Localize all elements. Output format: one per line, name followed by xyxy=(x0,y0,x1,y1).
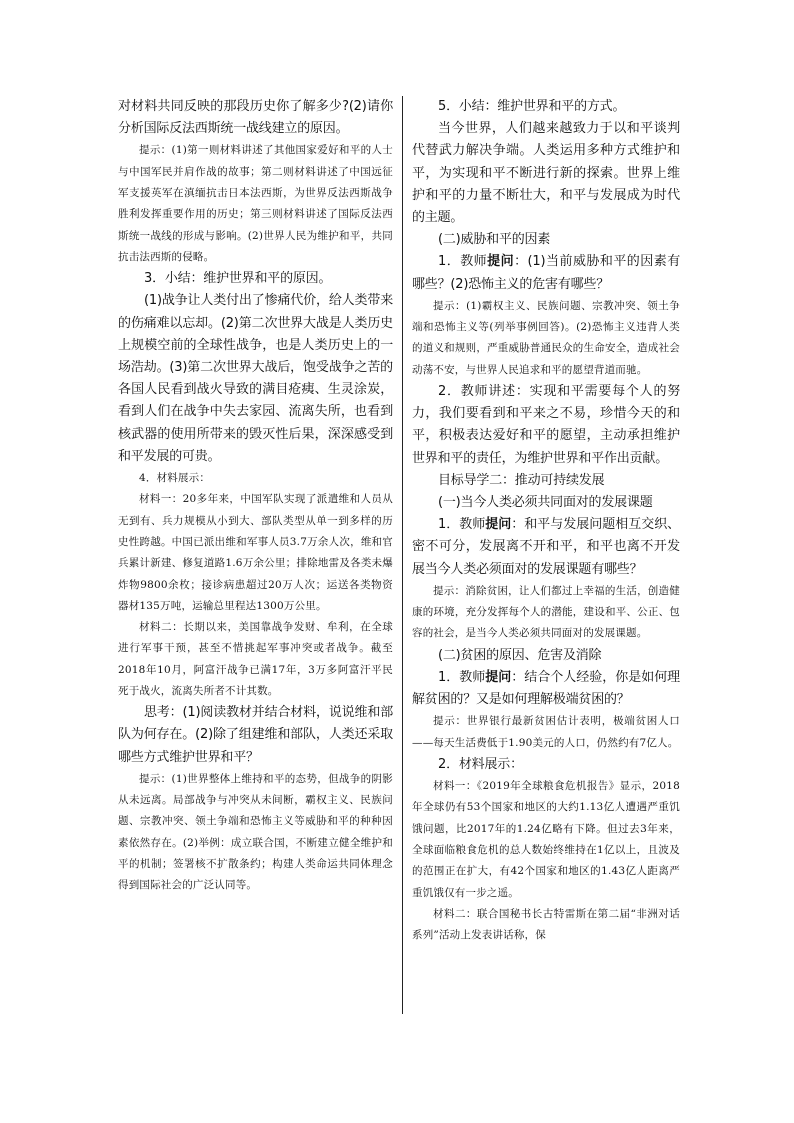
section-heading: (一)当今人类必须共同面对的发展课题 xyxy=(438,495,653,511)
hint-text: 提示：世界银行最新贫困估计表明，极端贫困人口——每天生活费低于1.90美元的人口，仍然约有7亿人。 xyxy=(412,715,680,749)
question-keyword: 提问 xyxy=(485,669,512,685)
hint-text: 提示：消除贫困，让人们都过上幸福的生活，创造健康的环境，充分发挥每个人的潜能，建设和平、公正、包容的社会，是当今人类必须共同面对的发展课题。 xyxy=(412,584,680,640)
teacher-question xyxy=(412,667,680,711)
teacher-question xyxy=(412,251,680,295)
material-heading: 4．材料展示： xyxy=(139,472,211,485)
teacher-question xyxy=(412,514,680,581)
section-heading: (二)威胁和平的因素 xyxy=(438,232,551,248)
hint-text: 提示：(1)霸权主义、民族问题、宗教冲突、领土争端和恐怖主义等(列举事例回答)。(2)恐怖主义违背人类的道义和规则，严重威胁普通民众的生命安全，造成社会动荡不安，与世界人民追求和平的愿望背道而驰。 xyxy=(412,299,680,376)
material-one: 材料一：《2019年全球粮食危机报告》显示，2018年全球仍有53个国家和地区的大约1.13亿人遭遇严重饥饿问题，比2017年的1.24亿略有下降。但过去3年来，全球面临粮食危机的总人数始终维持在1亿以上，且波及的范围正在扩大，有42个国家和地区的1.43亿人距离严重饥饿仅有一步之遥。 xyxy=(412,780,680,899)
think-question: 思考：(1)阅读教材并结合材料，说说维和部队为何存在。(2)除了组建维和部队，人类还采取哪些方式维护世界和平？ xyxy=(118,705,393,765)
item-number: 1．教师 xyxy=(438,254,488,270)
right-column xyxy=(412,96,680,947)
material-one: 材料一：20多年来，中国军队实现了派遣维和人员从无到有、兵力规模从小到大、部队类型从单一到多样的历史性跨越。中国已派出维和军事人员3.7万余人次，维和官兵累计新建、修复道路1.6万余公里；排除地雷及各类未爆炸物9800余枚；接诊病患超过20万人次；运送各类物资器材135万吨，运输总里程达1300万公里。 xyxy=(118,493,393,612)
material-two: 材料二：联合国秘书长古特雷斯在第二届“非洲对话系列”活动上发表讲话称，保 xyxy=(412,907,680,942)
item-number: 1．教师 xyxy=(438,517,486,533)
question-keyword: 提问 xyxy=(485,517,512,533)
question-body: ：和平与发展问题相互交织、密不可分，发展离不开和平，和平也离不开发展当今人类必须面对的发展课题有哪些？ xyxy=(412,517,680,577)
question-body: ：结合个人经验，你是如何理解贫困的？又是如何理解极端贫困的？ xyxy=(412,669,680,708)
teacher-narration: 2．教师讲述：实现和平需要每个人的努力，我们要看到和平来之不易，珍惜今天的和平，积极表达爱好和平的愿望，主动承担维护世界和平的责任，为维护世界和平作出贡献。 xyxy=(412,384,680,466)
summary-heading: 3．小结：维护世界和平的原因。 xyxy=(144,271,332,287)
hint-text: 提示：(1)世界整体上维持和平的态势，但战争的阴影从未远离。局部战争与冲突从未间断，霸权主义、民族问题、宗教冲突、领土争端和恐怖主义等威胁和平的种种因素依然存在。(2)举例：成立联合国，不断建立健全维护和平的机制；签署核不扩散条约；构建人类命运共同体理念得到国际社会的广泛认同等。 xyxy=(118,772,393,892)
goal-heading: 目标导学二：推动可持续发展 xyxy=(438,472,605,488)
question-text: 对材料共同反映的那段历史你了解多少?(2)请你分析国际反法西斯统一战线建立的原因。 xyxy=(118,99,393,137)
summary-text: 当今世界，人们越来越致力于以和平谈判代替武力解决争端。人类运用多种方式维护和平，为实现和平不断进行新的探索。世界上维护和平的力量不断壮大，和平与发展成为时代的主题。 xyxy=(412,121,680,226)
item-number: 1．教师 xyxy=(438,669,486,685)
hint-text: 提示：(1)第一则材料讲述了其他国家爱好和平的人士与中国军民并肩作战的故事；第二则材料讲述了中国远征军支援英军在滇缅抗击日本法西斯，为世界反法西斯战争胜利发挥重要作用的历史；第三则材料讲述了国际反法西斯统一战线的形成与影响。(2)世界人民为维护和平，共同抗击法西斯的侵略。 xyxy=(118,144,393,263)
question-keyword: 提问 xyxy=(487,254,515,270)
section-heading: (二)贫困的原因、危害及消除 xyxy=(438,647,602,663)
column-divider xyxy=(402,96,403,1014)
summary-heading: 5．小结：维护世界和平的方式。 xyxy=(438,99,626,114)
summary-text: (1)战争让人类付出了惨痛代价，给人类带来的伤痛难以忘却。(2)第二次世界大战是人类历史上规模空前的全球性战争，也是人类历史上的一场浩劫。(3)第二次世界大战后，饱受战争之苦的各国人民看到战火导致的满目疮痍、生灵涂炭，看到人们在战争中失去家园、流离失所，也看到核武器的使用所带来的毁灭性后果，深深感受到和平发展的可贵。 xyxy=(118,293,393,464)
material-heading: 2．材料展示： xyxy=(438,756,523,772)
question-body: ：(1)当前威胁和平的因素有哪些？(2)恐怖主义的危害有哪些？ xyxy=(412,254,680,292)
material-two: 材料二：长期以来，美国靠战争发财、牟利，在全球进行军事干预，甚至不惜挑起军事冲突或者战争。截至2018年10月，阿富汗战争已满17年，3万多阿富汗平民死于战火，流离失所者不计其数。 xyxy=(118,621,393,697)
left-column xyxy=(118,96,393,897)
